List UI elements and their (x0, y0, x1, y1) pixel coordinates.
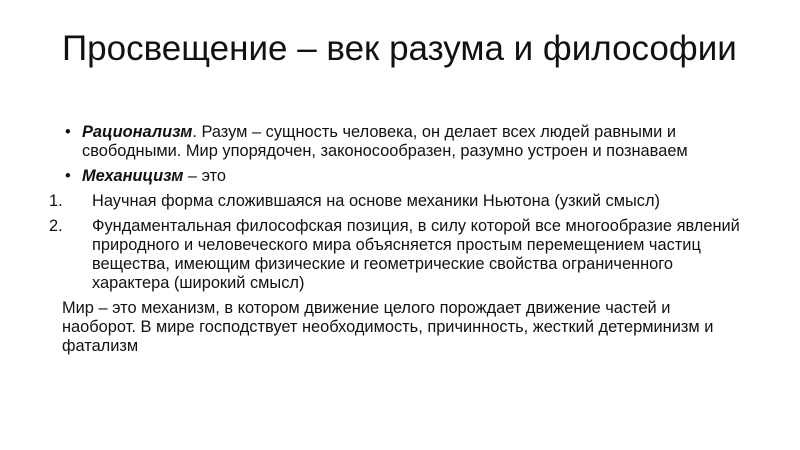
slide-content (49, 123, 742, 356)
bullet-mechanicism (62, 167, 742, 186)
slide-title: Просвещение – век разума и философии (62, 29, 737, 68)
term-rationalism: Рационализм (82, 123, 193, 141)
conclusion-paragraph: Мир – это механизм, в котором движение целого порождает движение частей и наоборот. В мире господствует необходимость, причинность, жесткий детерминизм и фатализм (62, 299, 714, 355)
term-mechanicism: Механицизм (82, 167, 184, 185)
item-text: Научная форма сложившаяся на основе механики Ньютона (узкий смысл) (92, 192, 660, 210)
bullet-rationalism (62, 123, 742, 161)
item-number: 2. (49, 217, 63, 235)
bullet-marker: • (65, 123, 71, 141)
bullet-text: . Разум – сущность человека, он делает всех людей равными и свободными. Мир упорядочен, законосообразен, разумно устроен и познаваем (82, 123, 688, 160)
bullet-marker: • (65, 167, 71, 185)
bullet-text: – это (183, 167, 227, 185)
numbered-item-1 (49, 192, 742, 211)
item-number: 1. (49, 192, 63, 210)
numbered-item-2 (49, 217, 742, 293)
item-text: Фундаментальная философская позиция, в силу которой все многообразие явлений природного и человеческого мира объясняется простым перемещением частиц вещества, имеющим физические и геометрические свойства ограниченного характера (широкий смысл) (92, 217, 740, 292)
